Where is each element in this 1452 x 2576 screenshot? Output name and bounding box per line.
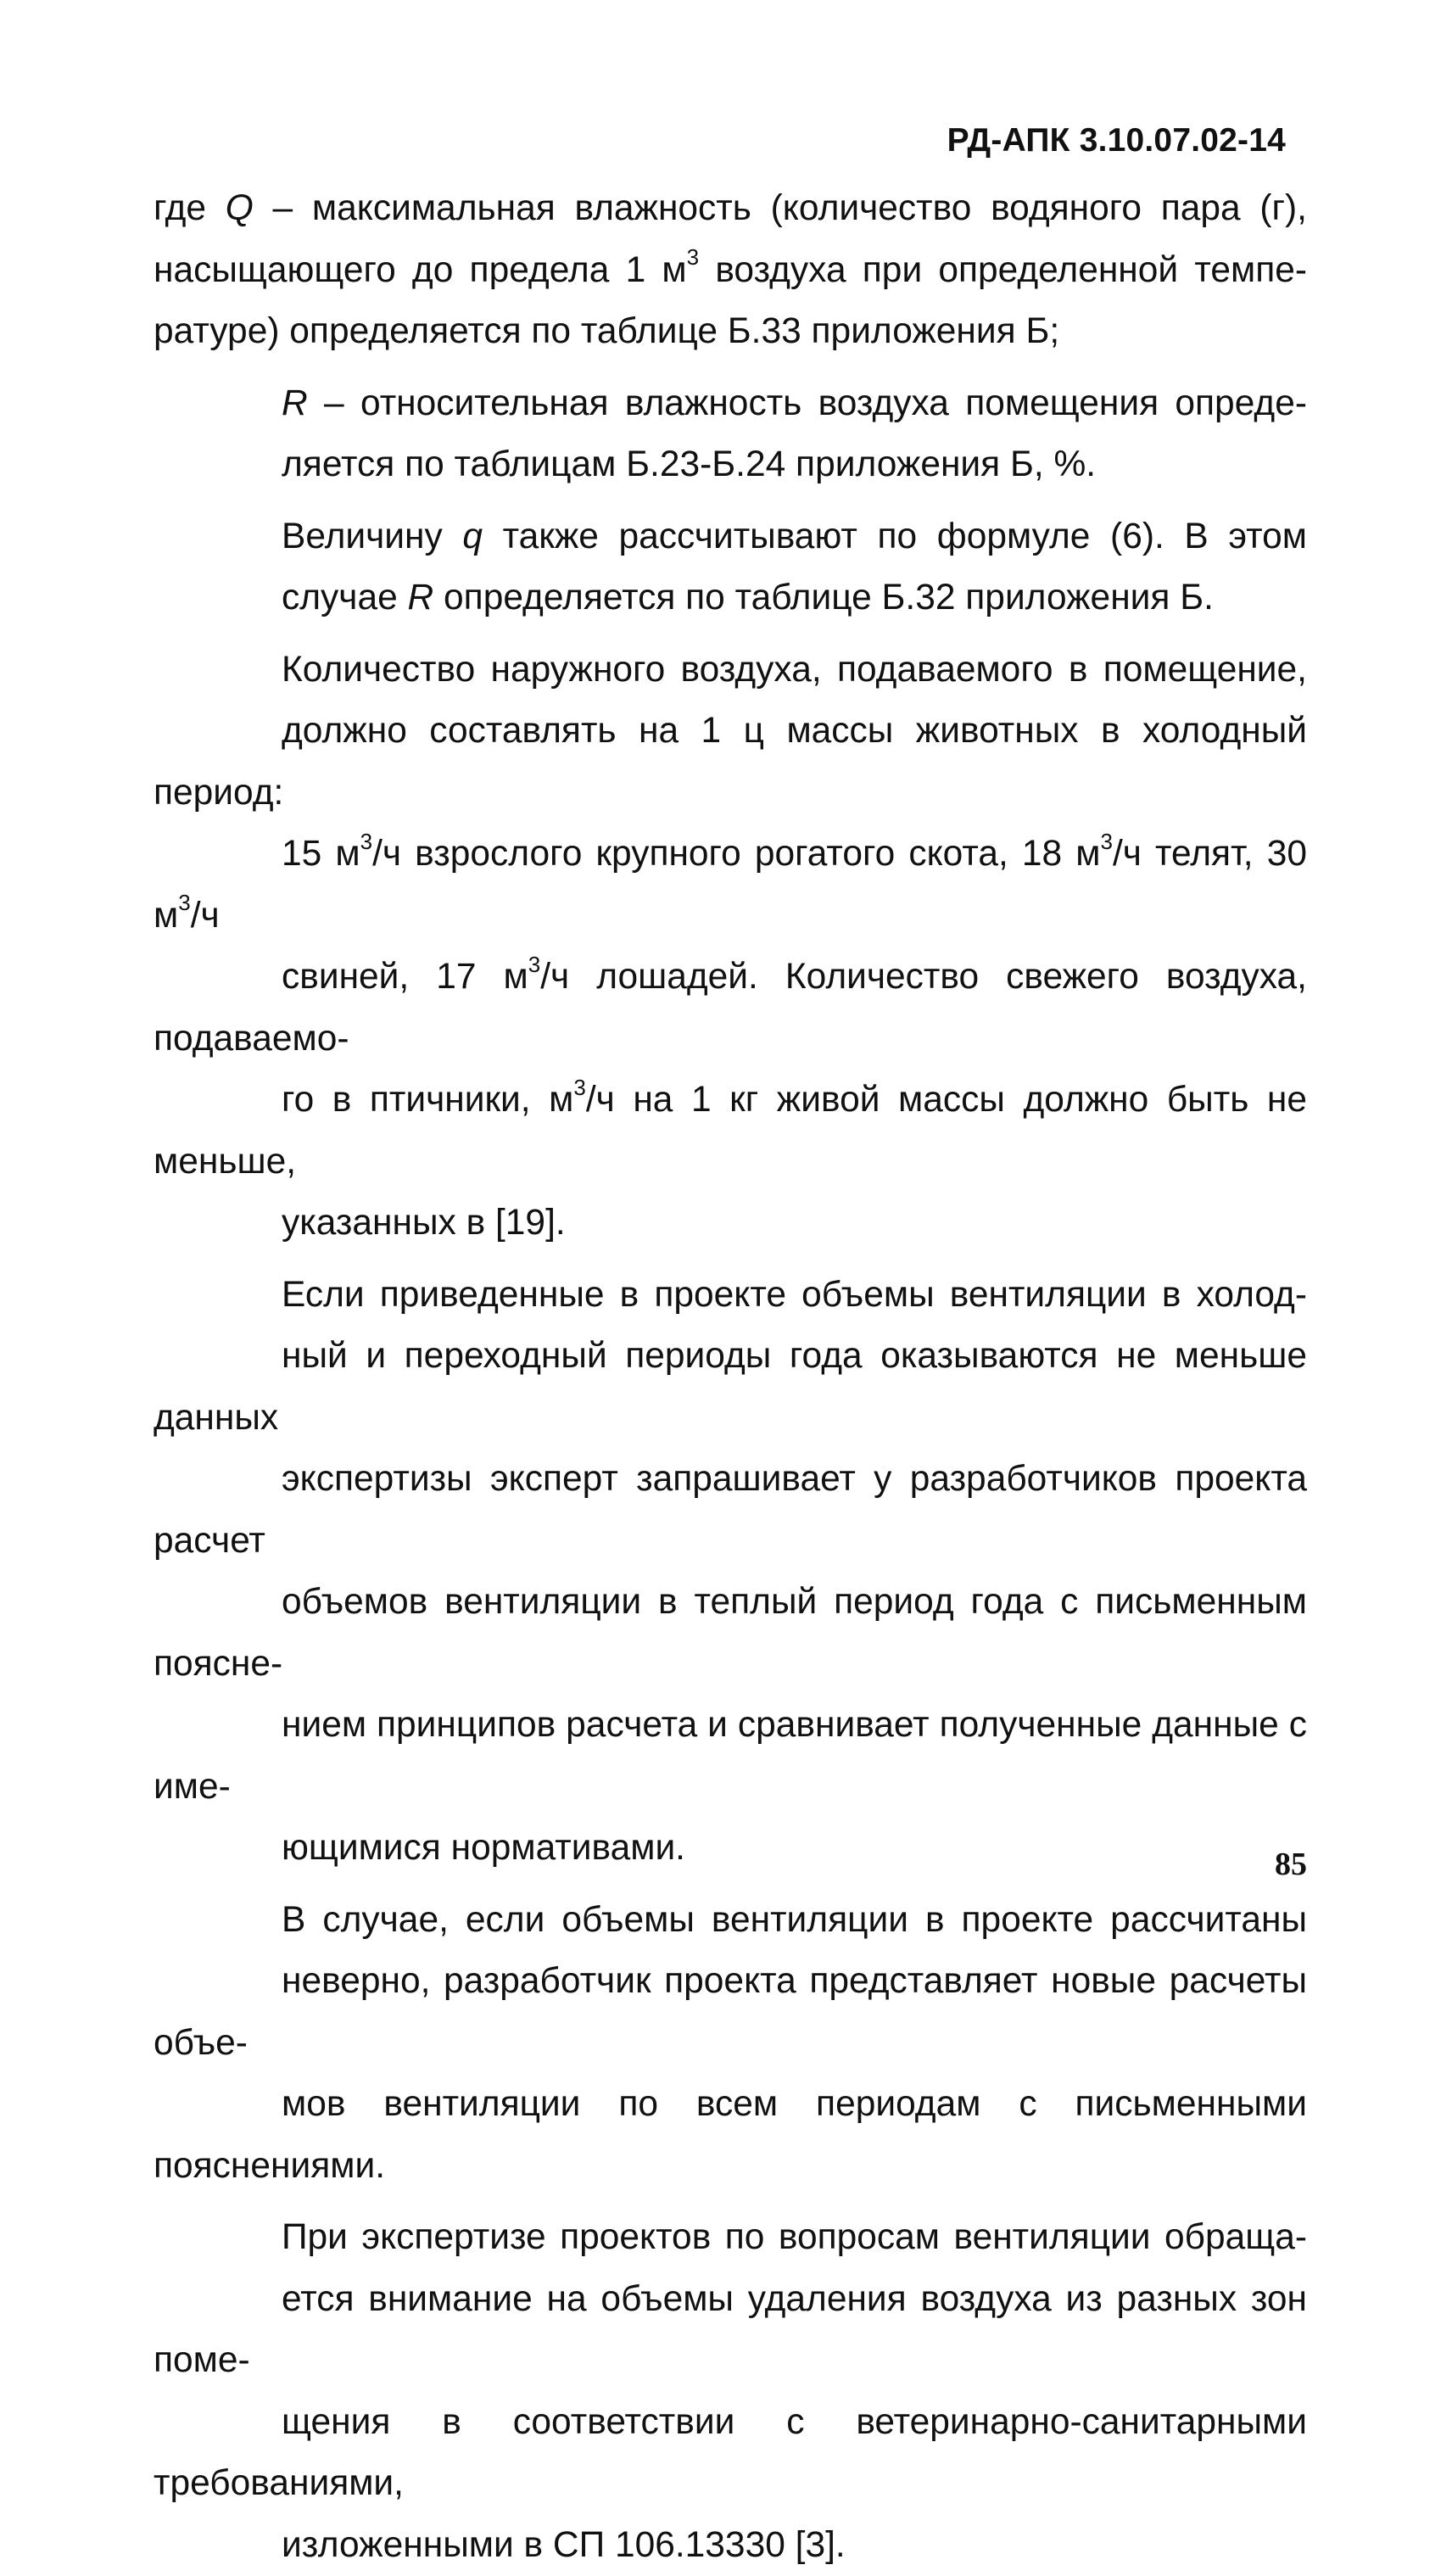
text-run: щения в соответствии с ветеринарно-санитарными требованиями,	[154, 2402, 1307, 2504]
text-line	[154, 947, 1307, 1070]
text-line	[154, 701, 1307, 824]
text-run: свиней, 17 м	[282, 957, 528, 997]
text-run: нием принципов расчета и сравнивает полученные данные с име-	[154, 1705, 1307, 1807]
text-run: экспертизы эксперт запрашивает у разработчиков проекта расчет	[154, 1459, 1307, 1561]
paragraph-relative-humidity	[154, 373, 1307, 496]
text-line	[154, 178, 1307, 240]
text-line	[154, 1449, 1307, 1572]
text-line	[154, 640, 1307, 701]
text-run: где	[154, 188, 226, 228]
superscript: 3	[687, 244, 699, 270]
text-line	[154, 567, 1307, 629]
text-line	[154, 2074, 1307, 2197]
italic-variable: q	[462, 517, 483, 556]
paragraph-expertise-attention	[154, 2207, 1307, 2576]
text-run: 15 м	[282, 834, 360, 874]
text-line	[154, 2207, 1307, 2269]
text-run: также рассчитывают по формуле (6). В этом	[483, 517, 1307, 556]
text-run: /ч лошадей. Количество свежего воздуха, подаваемо-	[154, 957, 1307, 1059]
text-line	[154, 1695, 1307, 1818]
text-run: должно составлять на 1 ц массы животных в холодный период:	[154, 711, 1307, 813]
text-run: /ч взрослого крупного рогатого скота, 18 м	[372, 834, 1100, 874]
superscript: 3	[573, 1075, 585, 1100]
text-run: Количество наружного воздуха, подаваемого в помещение,	[282, 650, 1307, 690]
text-run: В случае, если объемы вентиляции в проекте рассчитаны	[282, 1900, 1307, 1940]
text-run: ющимися нормативами.	[282, 1828, 685, 1868]
text-run: Если приведенные в проекте объемы вентиляции в холод-	[282, 1275, 1307, 1315]
text-line	[154, 301, 1307, 363]
italic-variable: R	[408, 578, 434, 617]
text-run: При экспертизе проектов по вопросам вентиляции обраща-	[282, 2217, 1307, 2257]
text-run: случае	[282, 578, 408, 617]
paragraph-outdoor-air	[154, 640, 1307, 1254]
text-run: /ч	[191, 896, 220, 936]
text-line	[154, 2392, 1307, 2515]
text-run: указанных в [19].	[282, 1203, 566, 1243]
text-line	[154, 1193, 1307, 1254]
text-run: – относительная влажность воздуха помещения опреде-	[308, 383, 1307, 423]
paragraph-value-q	[154, 506, 1307, 629]
superscript: 3	[360, 829, 372, 854]
superscript: 3	[178, 890, 190, 915]
text-run: Величину	[282, 517, 462, 556]
text-line	[154, 1265, 1307, 1327]
text-run: мов вентиляции по всем периодам с письменными пояснениями.	[154, 2084, 1307, 2186]
italic-variable: R	[282, 383, 308, 423]
text-run: ется внимание на объемы удаления воздуха из разных зон поме-	[154, 2279, 1307, 2381]
text-run: насыщающего до предела 1 м	[154, 250, 687, 290]
text-line	[154, 373, 1307, 435]
body-text	[154, 178, 1307, 2576]
text-line	[154, 2269, 1307, 2392]
text-line	[154, 434, 1307, 496]
text-line	[154, 824, 1307, 947]
text-run: объемов вентиляции в теплый период года с письменным поясне-	[154, 1582, 1307, 1684]
page-number: 85	[1275, 1846, 1307, 1883]
superscript: 3	[528, 952, 540, 977]
text-run: – максимальная влажность (количество водяного пара (г),	[254, 188, 1307, 228]
text-line	[154, 1572, 1307, 1695]
superscript: 3	[1101, 829, 1113, 854]
text-run: воздуха при определенной темпе-	[699, 250, 1307, 290]
text-line	[154, 240, 1307, 302]
text-line	[154, 1070, 1307, 1193]
text-run: го в птичники, м	[282, 1080, 573, 1120]
italic-variable: Q	[226, 188, 254, 228]
paragraph-incorrect-calculation	[154, 1890, 1307, 2198]
paragraph-ventilation-volumes	[154, 1265, 1307, 1880]
text-run: ляется по таблицам Б.23-Б.24 приложения Б, %.	[282, 444, 1096, 484]
text-line	[154, 506, 1307, 568]
text-run: неверно, разработчик проекта представляет новые расчеты объе-	[154, 1961, 1307, 2063]
text-line	[154, 1951, 1307, 2074]
document-code: РД-АПК 3.10.07.02-14	[947, 122, 1286, 159]
text-run: ратуре) определяется по таблице Б.33 приложения Б;	[154, 311, 1059, 351]
text-run: изложенными в СП 106.13330 [3].	[282, 2525, 846, 2565]
paragraph-humidity-definition	[154, 178, 1307, 363]
text-line	[154, 1818, 1307, 1880]
text-run: ный и переходный периоды года оказываются не меньше данных	[154, 1336, 1307, 1438]
text-line	[154, 1890, 1307, 1952]
text-line	[154, 1326, 1307, 1449]
text-run: /ч телят, 30 м	[154, 834, 1307, 936]
text-line	[154, 2515, 1307, 2576]
text-run: /ч на 1 кг живой массы должно быть не меньше,	[154, 1080, 1307, 1182]
text-run: определяется по таблице Б.32 приложения Б.	[433, 578, 1214, 617]
